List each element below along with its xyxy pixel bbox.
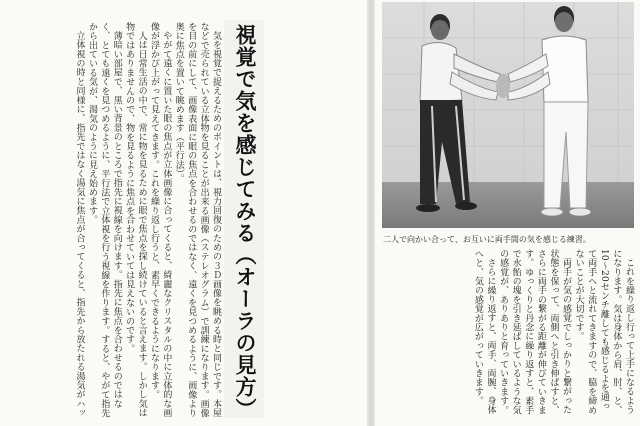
left-paragraph: やがて遠くに置いた眼の焦点が立体画像に合ってくると、綺麗なクリスタルの中に立体的な画像が浮かび上がって見えてきます。これを繰り返し行うと、素早くできるようになります。	[148, 22, 172, 418]
practice-photo	[382, 2, 634, 228]
right-paragraph: さらに繰り返すと、両手、両腕、身体へと、気の感覚が広がっていきます。	[472, 249, 496, 415]
right-page-body-text	[381, 249, 635, 419]
left-paragraph: 立体視の時と同様に、指先ではなく湯気に焦点が合ってくると、指先から放たれる湯気がハッ	[74, 31, 85, 418]
left-paragraph: 人は日常生活の中で、常に物を見るために眼で焦点を探し続けていると言えます。しかし気は物ではありませんので、物を見るように焦点を合わせていては見えないのです。	[124, 22, 147, 418]
two-people-photo-illustration	[382, 2, 634, 228]
section-title: 視覚で気を感じてみる（オーラの見方）	[233, 24, 257, 420]
right-paragraph: これを繰り返し行って上手になるようになります。気は身体から肩、肘、と、10～20センチ離しても感じるよを通って両手へと流れてきますので、脇を締めないことが大切です。	[573, 249, 634, 415]
page-gutter	[367, 0, 375, 426]
right-paragraph: 両手が気の感覚でしっかりと繋がった状態を保って、両側へと引き伸ばすと、さらに両手の繋がる距離が伸びていきます。ゆっくりと丹念に繰り返すと、素手で水飴の塊を引き延ばしているような気の感覚が、ありありと育っていきます。	[498, 249, 572, 415]
left-page-body-text	[6, 22, 222, 418]
left-paragraph: 気を視覚で捉えるためのポイントは、視力回復のための３Ｄ画像を眺める時と同じです。本屋などで売られている立体物を見ることが出来る画像（ステレオグラム）で訓練になります。画像を目の前にして、画像表面に眼の焦点を合わせるのではなく、遠くを見つめるように、画像より奥に焦点を置いて眺めます（平行法）。	[173, 22, 221, 418]
left-paragraph: 薄暗い部屋で、黒い背景のところで指先に視線を向けます。指先に焦点を合わせるのではなく、とても遠くを見つめるように、平行法で立体視を行う視線を作ります。すると、やがて指先から出ている気が、湯気のように見え始めます。	[86, 22, 122, 418]
photo-caption: 二人で向かい合って、お互いに両手間の気を感じる練習。	[383, 235, 591, 244]
